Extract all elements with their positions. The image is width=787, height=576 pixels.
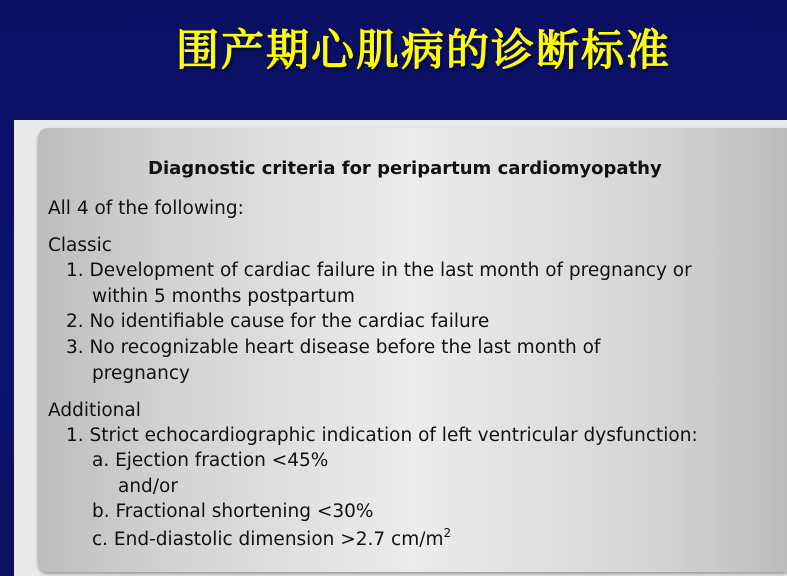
additional-item-1c <box>92 526 451 550</box>
classic-item-2: 2. No identifiable cause for the cardiac failure <box>66 311 490 332</box>
slide-title <box>0 12 787 82</box>
criteria-heading: Diagnostic criteria for peripartum cardiomyopathy <box>148 158 662 179</box>
criteria-intro: All 4 of the following: <box>48 198 244 219</box>
classic-item-1: 1. Development of cardiac failure in the last month of pregnancy or <box>66 260 692 281</box>
slide-title-text: 围产期心肌病的诊断标准 <box>176 25 671 76</box>
classic-label: Classic <box>48 235 112 256</box>
additional-item-1a: a. Ejection fraction <45% <box>92 450 329 471</box>
classic-item-1-cont: within 5 months postpartum <box>92 286 355 307</box>
criteria-content <box>38 128 787 572</box>
additional-item-1c-text: c. End-diastolic dimension >2.7 cm/m <box>92 529 444 550</box>
classic-item-3: 3. No recognizable heart disease before the last month of <box>66 337 601 358</box>
superscript-2: 2 <box>443 526 452 540</box>
additional-andor: and/or <box>118 476 178 497</box>
classic-item-3-cont: pregnancy <box>92 363 190 384</box>
additional-item-1: 1. Strict echocardiographic indication of left ventricular dysfunction: <box>66 425 698 446</box>
additional-item-1b: b. Fractional shortening <30% <box>92 501 374 522</box>
criteria-card <box>38 128 787 572</box>
additional-label: Additional <box>48 400 141 421</box>
